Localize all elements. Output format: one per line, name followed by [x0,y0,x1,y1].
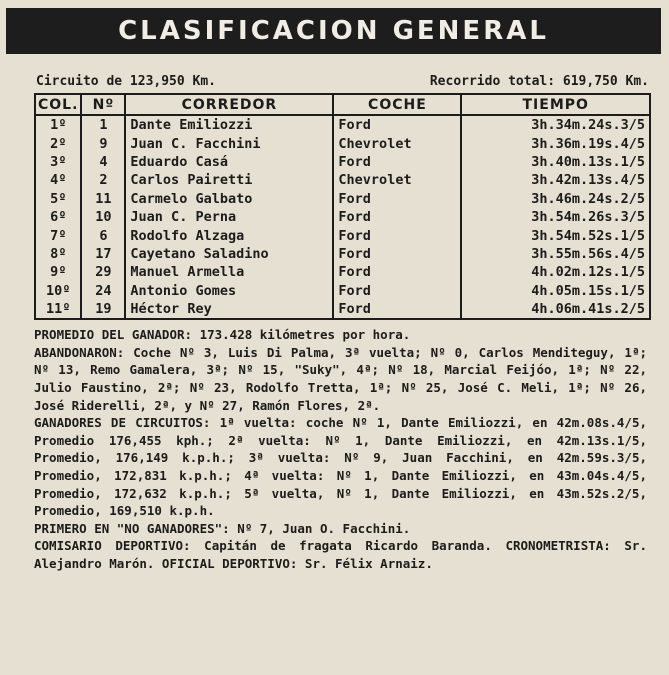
header-col: COL. [35,94,81,115]
car-number-cell: 4 [81,153,125,171]
car-number-cell: 11 [81,190,125,208]
driver-cell: Carmelo Galbato [125,190,333,208]
car-number-cell: 29 [81,263,125,281]
car-cell: Ford [333,153,461,171]
position-cell: 11º [35,300,81,319]
time-cell: 3h.34m.24s.3/5 [461,115,650,134]
table-row [35,115,650,134]
driver-cell: Manuel Armella [125,263,333,281]
position-cell: 2º [35,134,81,152]
time-cell: 4h.05m.15s.1/5 [461,282,650,300]
table-row [35,226,650,244]
position-cell: 3º [35,153,81,171]
position-cell: 6º [35,208,81,226]
time-cell: 4h.06m.41s.2/5 [461,300,650,319]
table-row [35,245,650,263]
position-cell: 9º [35,263,81,281]
results-table [34,93,651,320]
time-cell: 3h.46m.24s.2/5 [461,190,650,208]
car-number-cell: 10 [81,208,125,226]
first-non-winners: PRIMERO EN "NO GANADORES": Nº 7, Juan O. Facchini. [34,520,411,536]
position-cell: 10º [35,282,81,300]
time-cell: 4h.02m.12s.1/5 [461,263,650,281]
table-header [35,94,650,115]
driver-cell: Dante Emiliozzi [125,115,333,134]
car-number-cell: 1 [81,115,125,134]
car-number-cell: 6 [81,226,125,244]
position-cell: 5º [35,190,81,208]
car-cell: Ford [333,226,461,244]
driver-cell: Eduardo Casá [125,153,333,171]
time-cell: 3h.42m.13s.4/5 [461,171,650,189]
time-cell: 3h.54m.52s.1/5 [461,226,650,244]
driver-cell: Cayetano Saladino [125,245,333,263]
retirements: ABANDONARON: Coche Nº 3, Luis Di Palma, 3ª vuelta; Nº 0, Carlos Menditeguy, 1ª; Nº 13, Remo Gamalera, 3ª; Nº 15, "Suky", 4ª; Nº 18, Marcial Feijóo, 1ª; Nº 22, Julio Faustino, 2ª; Nº 23, Rodolfo Tretta, 1ª; Nº 25, José C. Meli, 1ª; Nº 26, José Riderelli, 2ª, y Nº 27, Ramón Flores, 2ª. [34,344,647,413]
table-row [35,208,650,226]
position-cell: 4º [35,171,81,189]
table-row [35,300,650,319]
table-row [35,263,650,281]
driver-cell: Juan C. Perna [125,208,333,226]
car-cell: Ford [333,282,461,300]
race-info [34,74,651,89]
driver-cell: Héctor Rey [125,300,333,319]
table-row [35,134,650,152]
time-cell: 3h.55m.56s.4/5 [461,245,650,263]
table-row [35,171,650,189]
car-number-cell: 24 [81,282,125,300]
car-number-cell: 17 [81,245,125,263]
car-number-cell: 19 [81,300,125,319]
officials: COMISARIO DEPORTIVO: Capitán de fragata Ricardo Baranda. CRONOMETRISTA: Sr. Alejandro Marón. OFICIAL DEPORTIVO: Sr. Félix Arnaiz. [34,538,647,572]
car-cell: Ford [333,190,461,208]
driver-cell: Carlos Pairetti [125,171,333,189]
car-cell: Chevrolet [333,171,461,189]
driver-cell: Juan C. Facchini [125,134,333,152]
car-cell: Ford [333,115,461,134]
table-row [35,153,650,171]
driver-cell: Rodolfo Alzaga [125,226,333,244]
driver-cell: Antonio Gomes [125,282,333,300]
total-distance: Recorrido total: 619,750 Km. [429,74,649,89]
winner-average: PROMEDIO DEL GANADOR: 173.428 kilómetres por hora. [34,327,411,343]
position-cell: 7º [35,226,81,244]
car-cell: Chevrolet [333,134,461,152]
header-time: TIEMPO [461,94,650,115]
results-body [35,115,650,319]
page-title: CLASIFICACION GENERAL [6,8,661,54]
car-cell: Ford [333,300,461,319]
time-cell: 3h.54m.26s.3/5 [461,208,650,226]
time-cell: 3h.36m.19s.4/5 [461,134,650,152]
header-car: COCHE [333,94,461,115]
race-summary [34,326,651,572]
lap-winners: GANADORES DE CIRCUITOS: 1ª vuelta: coche Nº 1, Dante Emiliozzi, en 42m.08s.4/5, Promedio 176,455 kph.; 2ª vuelta: Nº 1, Dante Emiliozzi, en 42m.13s.1/5, Promedio, 176,149 k.p.h.; 3ª vuelta: Nº 9, Juan Facchini, en 42m.59s.3/5, Promedio, 172,831 k.p.h.; 4ª vuelta: Nº 1, Dante Emiliozzi, en 43m.04s.4/5, Promedio, 172,632 k.p.h.; 5ª vuelta, Nº 1, Dante Emiliozzi, en 43m.52s.2/5, Promedio, 169,510 k.p.h. [34,415,647,519]
car-cell: Ford [333,263,461,281]
time-cell: 3h.40m.13s.1/5 [461,153,650,171]
car-number-cell: 2 [81,171,125,189]
position-cell: 8º [35,245,81,263]
position-cell: 1º [35,115,81,134]
circuit-length: Circuito de 123,950 Km. [36,74,217,89]
car-cell: Ford [333,245,461,263]
car-number-cell: 9 [81,134,125,152]
header-driver: CORREDOR [125,94,333,115]
table-row [35,190,650,208]
header-num: Nº [81,94,125,115]
car-cell: Ford [333,208,461,226]
table-row [35,282,650,300]
